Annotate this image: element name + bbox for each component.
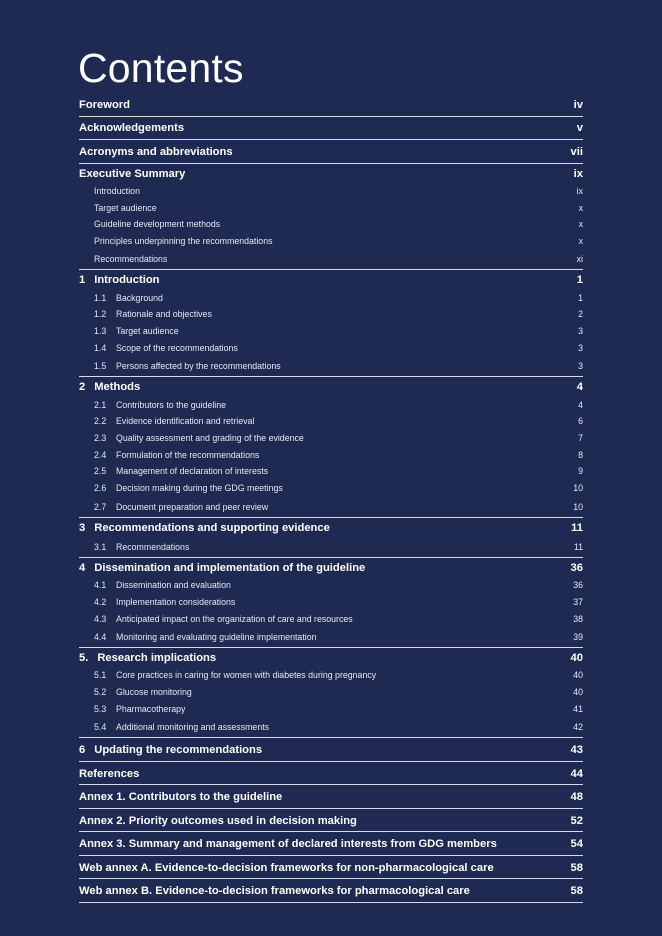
toc-page-number: 52 [570,814,583,827]
toc-label [79,791,282,803]
toc-number: 2.5 [94,466,107,477]
toc-page-number: x [578,202,583,213]
toc-entry[interactable] [79,378,583,396]
toc-label [79,186,140,196]
toc-label [79,862,494,874]
toc-subentry[interactable] [79,463,583,480]
toc-label [79,146,233,158]
toc-number: 2.1 [94,399,107,410]
toc-number: 1.4 [94,342,107,353]
toc-title: Glucose monitoring [116,687,192,698]
toc-subentry[interactable] [79,497,583,518]
toc-page-number: 39 [573,632,583,643]
toc-page-number: 40 [570,652,583,665]
toc-page-number: 1 [576,274,583,287]
toc-label [79,450,259,460]
toc-page-number: iv [573,98,583,111]
toc-title: Recommendations [94,254,168,265]
toc-title: Annex 1. Contributors to the guideline [79,791,283,804]
toc-page-number: 8 [578,449,583,460]
toc-number: 5.4 [94,722,107,733]
toc-label [79,203,157,213]
toc-page-number: 38 [573,613,583,624]
toc-number: 2.3 [94,433,107,444]
toc-title: Background [116,292,163,303]
toc-title: Web annex B. Evidence-to-decision frameworks for pharmacological care [79,885,470,898]
toc-title: Introduction [94,274,160,287]
toc-title: Management of declaration of interests [116,466,269,477]
toc-label [79,614,353,624]
toc-label [79,309,212,319]
toc-label [79,122,184,134]
toc-number: 4.3 [94,613,107,624]
toc-title: Annex 2. Priority outcomes used in decision making [79,814,357,827]
toc-page-number: x [578,219,583,230]
toc-label [79,562,365,574]
toc-page-number: vii [570,145,583,158]
toc-title: Pharmacotherapy [116,703,186,714]
toc-page-number: 48 [570,791,583,804]
toc-title: Formulation of the recommendations [116,449,260,460]
toc-number: 4.2 [94,596,107,607]
toc-entry[interactable] [79,833,583,856]
toc-label [79,343,238,353]
toc-page-number: 58 [570,885,583,898]
toc-subentry[interactable] [79,594,583,611]
toc-page-number: 41 [573,703,583,714]
toc-label [79,815,357,827]
toc-number: 5.1 [94,670,107,681]
toc-title: References [79,767,140,780]
toc-title: Guideline development methods [94,219,221,230]
toc-page-number: 36 [573,580,583,591]
toc-title: Target audience [94,202,157,213]
toc-entry[interactable] [79,880,583,903]
toc-title: Target audience [116,326,179,337]
toc-page-number: 10 [573,501,583,512]
toc-title: Core practices in caring for women with diabetes during pregnancy [116,670,377,681]
toc-number: 6 [79,744,86,757]
toc-title: Principles underpinning the recommendations [94,235,273,246]
toc-title: Web annex A. Evidence-to-decision frameworks for non-pharmacological care [79,861,494,874]
toc-label [79,597,235,607]
toc-label [79,416,254,426]
toc-label [79,744,262,756]
toc-number: 5. [79,652,89,665]
toc-label [79,670,376,680]
toc-title: Monitoring and evaluating guideline implementation [116,632,317,643]
toc-title: Scope of the recommendations [116,342,238,353]
toc-page-number: ix [573,167,583,180]
toc-entry[interactable] [79,559,583,577]
toc-subentry[interactable] [79,480,583,497]
toc-entry[interactable] [79,519,583,537]
toc-subentry[interactable] [79,183,583,200]
toc-number: 2.7 [94,501,107,512]
toc-subentry[interactable] [79,306,583,323]
toc-number: 3 [79,521,86,534]
toc-number: 2.4 [94,449,107,460]
toc-title: Acronyms and abbreviations [79,145,233,158]
toc-title: Evidence identification and retrieval [116,416,255,427]
toc-page-number: 54 [570,838,583,851]
toc-label [79,433,304,443]
toc-page-number: 3 [578,361,583,372]
toc-title: Dissemination and implementation of the guideline [94,561,366,574]
toc-title: Introduction [94,185,140,196]
toc-label [79,722,269,732]
toc-title: Research implications [97,652,217,665]
toc-subentry[interactable] [79,340,583,357]
toc-page-number: 7 [578,433,583,444]
toc-title: Foreword [79,98,130,111]
toc-number: 2.6 [94,483,107,494]
toc-number: 5.3 [94,703,107,714]
toc-page-number: ix [576,185,583,196]
toc-subentry[interactable] [79,627,583,648]
toc-number: 4 [79,561,86,574]
toc-number: 4.1 [94,580,107,591]
toc-subentry[interactable] [79,667,583,684]
toc-page-number: 43 [570,744,583,757]
toc-number: 2 [79,381,86,394]
toc-number: 1.5 [94,361,107,372]
toc-entry[interactable] [79,857,583,880]
toc-page-number: 40 [573,670,583,681]
toc-entry[interactable] [79,739,583,762]
toc-page-number: 9 [578,466,583,477]
toc-label [79,361,281,371]
toc-page-number: 36 [570,561,583,574]
toc-title: Quality assessment and grading of the evidence [116,433,304,444]
toc-subentry[interactable] [79,610,583,627]
toc-page-number: 44 [570,767,583,780]
toc-number: 1.2 [94,309,107,320]
toc-label [79,704,185,714]
toc-subentry[interactable] [79,701,583,718]
toc-label [79,768,139,780]
toc-subentry[interactable] [79,249,583,270]
toc-subentry[interactable] [79,233,583,250]
toc-label [79,326,179,336]
toc-entry[interactable] [79,786,583,809]
toc-label [79,580,231,590]
toc-page-number: x [578,235,583,246]
toc-page-number: 10 [573,483,583,494]
toc-page-number: 11 [571,521,583,534]
toc-subentry[interactable] [79,216,583,233]
toc-label [79,168,185,180]
toc-subentry[interactable] [79,577,583,594]
toc-subentry[interactable] [79,684,583,701]
toc-page-number: 3 [578,342,583,353]
toc-entry[interactable] [79,649,583,667]
toc-label [79,274,159,286]
toc-label [79,522,330,534]
toc-page-number: 3 [578,326,583,337]
toc-title: Executive Summary [79,167,186,180]
toc-title: Acknowledgements [79,122,185,135]
toc-subentry[interactable] [79,446,583,463]
toc-title: Annex 3. Summary and management of declared interests from GDG members [79,838,497,851]
toc-title: Persons affected by the recommendations [116,361,281,372]
toc-title: Document preparation and peer review [116,501,269,512]
toc-entry[interactable] [79,165,583,183]
toc-label [79,483,283,493]
toc-number: 2.2 [94,416,107,427]
toc-page-number: 1 [578,292,583,303]
toc-page-number: 40 [573,687,583,698]
toc-subentry[interactable] [79,289,583,306]
toc-subentry[interactable] [79,323,583,340]
toc-label [79,632,317,642]
toc-title: Implementation considerations [116,596,236,607]
toc-number: 5.2 [94,687,107,698]
toc-page-number: 37 [573,596,583,607]
toc-page-number: xi [576,254,583,265]
toc-entry[interactable] [79,141,583,164]
toc-title: Contributors to the guideline [116,399,227,410]
toc-subentry[interactable] [79,396,583,413]
toc-number: 4.4 [94,632,107,643]
toc-number: 1.3 [94,326,107,337]
toc-title: Additional monitoring and assessments [116,722,270,733]
toc-label [79,99,130,111]
page-title: Contents [78,45,244,91]
toc-label [79,542,189,552]
toc-page-number: 4 [578,399,583,410]
toc-subentry[interactable] [79,537,583,558]
toc-entry[interactable] [79,271,583,289]
toc-title: Decision making during the GDG meetings [116,483,283,494]
toc-subentry[interactable] [79,356,583,377]
toc-entry[interactable] [79,763,583,786]
toc-title: Dissemination and evaluation [116,580,231,591]
toc-page-number: 11 [573,541,583,552]
toc-subentry[interactable] [79,717,583,738]
toc-title: Anticipated impact on the organization of care and resources [116,613,353,624]
toc-page-number: 6 [578,416,583,427]
toc-label [79,293,163,303]
toc-label [79,466,268,476]
toc-page-number: v [576,122,583,135]
toc-title: Rationale and objectives [116,309,212,320]
toc-label [79,885,470,897]
toc-number: 1.1 [94,292,107,303]
toc-entry[interactable] [79,118,583,141]
toc-label [79,254,167,264]
toc-subentry[interactable] [79,199,583,216]
toc-number: 1 [79,274,86,287]
toc-page-number: 2 [578,309,583,320]
toc-number: 3.1 [94,541,107,552]
toc-label [79,652,216,664]
toc-title: Recommendations [116,541,190,552]
toc-label [79,400,226,410]
toc-label [79,236,273,246]
toc-label [79,381,140,393]
table-of-contents [79,94,583,903]
toc-subentry[interactable] [79,413,583,430]
toc-entry[interactable] [79,810,583,833]
toc-label [79,219,220,229]
toc-entry[interactable] [79,94,583,117]
toc-title: Updating the recommendations [94,744,263,757]
toc-subentry[interactable] [79,430,583,447]
toc-page-number: 58 [570,861,583,874]
toc-title: Recommendations and supporting evidence [94,521,330,534]
toc-page-number: 42 [573,722,583,733]
toc-label [79,838,497,850]
toc-page-number: 4 [576,381,583,394]
toc-label [79,502,268,512]
toc-title: Methods [94,381,141,394]
toc-label [79,687,192,697]
